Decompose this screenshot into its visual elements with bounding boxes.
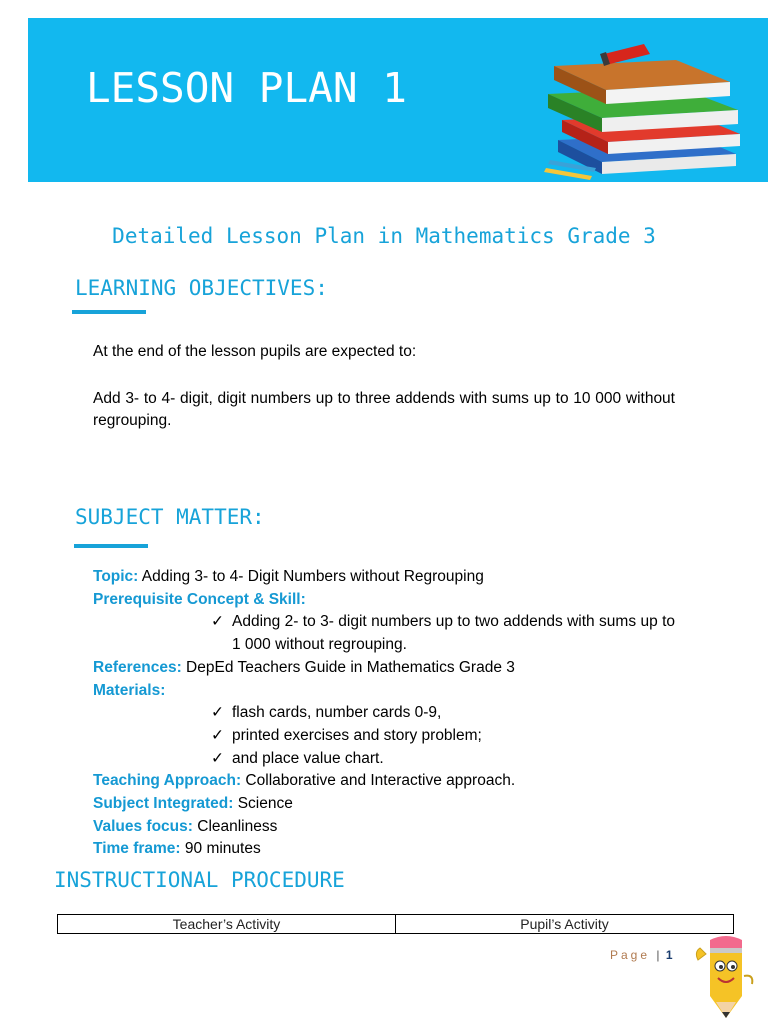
values-label: Values focus: (93, 817, 193, 835)
materials-item (93, 702, 675, 725)
banner-title: LESSON PLAN 1 (86, 64, 407, 112)
objective-text: Add 3- to 4- digit, digit numbers up to three addends with sums up to 10 000 without regrouping. (93, 390, 675, 429)
activity-table (57, 914, 734, 934)
integrated-label: Subject Integrated: (93, 795, 234, 813)
learning-objectives-heading: LEARNING OBJECTIVES: (75, 276, 328, 300)
table-header-row (58, 915, 734, 934)
time-row (93, 838, 675, 861)
values-value: Cleanliness (192, 817, 278, 835)
topic-row (93, 566, 675, 589)
subject-matter-body (93, 566, 675, 861)
page-number: 1 (665, 948, 673, 962)
topic-label: Topic: (93, 568, 139, 585)
references-label: References: (93, 658, 182, 676)
prereq-row (93, 589, 675, 612)
integrated-value: Science (233, 795, 293, 813)
prereq-label: Prerequisite Concept & Skill: (93, 590, 306, 608)
page-footer (610, 948, 673, 962)
values-row (93, 816, 675, 839)
materials-item-text: printed exercises and story problem; (232, 726, 482, 744)
page-label: Page (610, 948, 651, 962)
approach-label: Teaching Approach: (93, 772, 242, 790)
prereq-item (93, 611, 675, 656)
document-title: Detailed Lesson Plan in Mathematics Grade 3 (112, 224, 656, 248)
table-header-pupil: Pupil’s Activity (396, 915, 734, 934)
topic-value: Adding 3- to 4- Digit Numbers without Regrouping (138, 568, 484, 585)
approach-row (93, 770, 675, 793)
objectives-intro: At the end of the lesson pupils are expected to: (93, 343, 417, 360)
subject-matter-heading: SUBJECT MATTER: (75, 505, 265, 529)
section-underline (72, 310, 146, 314)
materials-row (93, 680, 675, 703)
materials-item-text: flash cards, number cards 0-9, (232, 704, 442, 722)
prereq-item-text: Adding 2- to 3- digit numbers up to two addends with sums up to 1 000 without regrouping. (232, 613, 675, 654)
approach-value: Collaborative and Interactive approach. (241, 772, 516, 790)
stacked-books-icon (540, 36, 764, 182)
materials-item (93, 748, 675, 771)
materials-item-text: and place value chart. (232, 749, 384, 767)
references-row (93, 657, 675, 680)
page-separator: | (656, 948, 660, 962)
table-header-teacher: Teacher’s Activity (58, 915, 396, 934)
materials-item (93, 725, 675, 748)
checkmark-icon: ✓ (211, 726, 224, 744)
time-value: 90 minutes (180, 840, 261, 858)
checkmark-icon: ✓ (211, 749, 224, 767)
checkmark-icon: ✓ (211, 613, 224, 631)
references-value: DepEd Teachers Guide in Mathematics Grade 3 (181, 658, 515, 676)
pencil-mascot-icon (692, 930, 758, 1022)
integrated-row (93, 793, 675, 816)
time-label: Time frame: (93, 840, 181, 858)
instructional-procedure-heading: INSTRUCTIONAL PROCEDURE (54, 868, 345, 892)
checkmark-icon: ✓ (211, 704, 224, 722)
materials-label: Materials: (93, 681, 166, 699)
section-underline (74, 544, 148, 548)
